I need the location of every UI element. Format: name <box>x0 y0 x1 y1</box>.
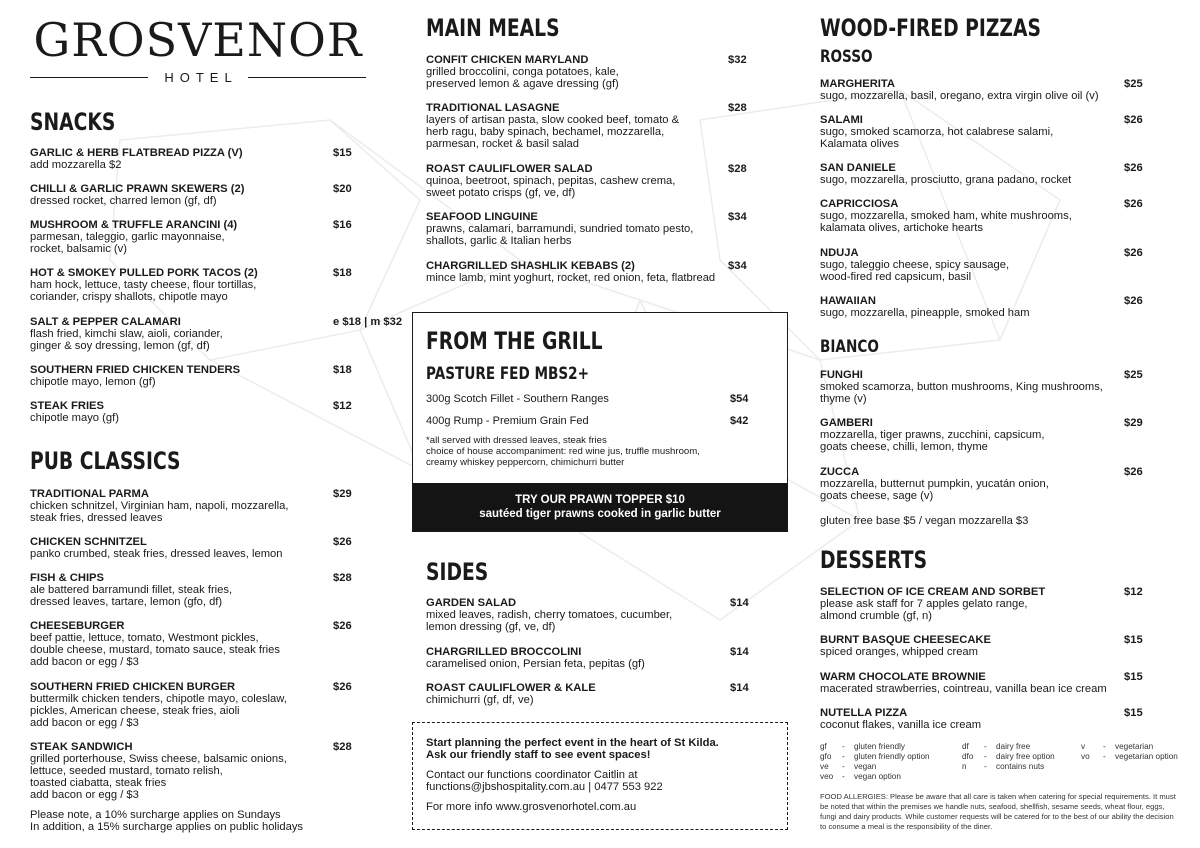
menu-item-price: $26 <box>1124 114 1143 126</box>
menu-item-price: $34 <box>728 211 747 223</box>
banner-subline: sautéed tiger prawns cooked in garlic butter <box>479 508 721 520</box>
allergy-notice: FOOD ALLERGIES: Please be aware that all care is taken when catering for special requirements. It must be noted that within the premises we handle nuts, seafood, shellfish, sesame seeds, wheat flour, eggs, fungi and dairy products. While customer requests will be catered for to the best of our ability the decision to consume a meal is the responsibility of the diner. <box>820 792 1176 831</box>
surcharge-note: Please note, a 10% surcharge applies on Sundays In addition, a 15% surcharge applies on public holidays <box>30 809 304 833</box>
menu-item-description: prawns, calamari, barramundi, sundried tomato pesto, shallots, garlic & Italian herbs <box>426 223 694 247</box>
menu-item-price: $16 <box>333 219 352 231</box>
legend-label: vegan option <box>854 772 901 781</box>
grill-item-price: $42 <box>730 415 749 427</box>
menu-item-name: ZUCCA <box>820 466 860 478</box>
menu-item <box>426 260 788 284</box>
menu-item-name: BURNT BASQUE CHEESECAKE <box>820 634 991 646</box>
menu-item-price: e $18 | m $32 <box>333 316 403 328</box>
menu-item <box>820 198 1190 234</box>
menu-item <box>426 597 788 633</box>
menu-item <box>30 741 410 801</box>
menu-item-price: $14 <box>730 597 749 609</box>
menu-item <box>426 211 788 247</box>
menu-item-description: quinoa, beetroot, spinach, pepitas, cashew crema, sweet potato crisps (gf, ve, df) <box>426 175 676 199</box>
grill-note: *all served with dressed leaves, steak fries choice of house accompaniment: red wine jus, truffle mushroom, creamy whiskey peppercorn, chimichurri butter <box>426 435 700 468</box>
legend-entry <box>962 752 1055 762</box>
legend-entry <box>820 752 930 762</box>
menu-item-description: sugo, mozzarella, prosciutto, grana padano, rocket <box>820 174 1072 186</box>
section-title-main-meals: MAIN MEALS <box>426 14 560 42</box>
legend-entry <box>1081 752 1178 762</box>
menu-item-description: grilled broccolini, conga potatoes, kale, preserved lemon & agave dressing (gf) <box>426 66 619 90</box>
legend-label: dairy free <box>996 742 1031 751</box>
menu-item <box>426 54 788 90</box>
legend-entry <box>962 742 1030 752</box>
legend-code: n <box>962 762 967 771</box>
menu-item <box>30 219 410 255</box>
menu-item-price: $26 <box>333 620 352 632</box>
legend-separator: - <box>842 762 845 771</box>
menu-item-description: mozzarella, tiger prawns, zucchini, capsicum, goats cheese, chilli, lemon, thyme <box>820 429 1045 453</box>
menu-item-price: $12 <box>1124 586 1143 598</box>
menu-item-description: chicken schnitzel, Virginian ham, napoli, mozzarella, steak fries, dressed leaves <box>30 500 289 524</box>
menu-item-price: $29 <box>333 488 352 500</box>
menu-item <box>30 536 410 560</box>
menu-item-price: $26 <box>1124 198 1143 210</box>
menu-item-name: HAWAIIAN <box>820 295 876 307</box>
menu-item-name: NUTELLA PIZZA <box>820 707 908 719</box>
menu-item-name: GAMBERI <box>820 417 873 429</box>
menu-item-description: macerated strawberries, cointreau, vanilla bean ice cream <box>820 683 1107 695</box>
legend-entry <box>962 762 1044 772</box>
legend-label: gluten friendly <box>854 742 905 751</box>
legend-label: vegan <box>854 762 877 771</box>
event-box <box>412 722 788 830</box>
menu-item <box>820 78 1190 102</box>
grill-item-name: 300g Scotch Fillet - Southern Ranges <box>426 393 609 405</box>
legend-label: dairy free option <box>996 752 1055 761</box>
menu-item-description: sugo, mozzarella, smoked ham, white mushrooms, kalamata olives, artichoke hearts <box>820 210 1072 234</box>
menu-item-name: MUSHROOM & TRUFFLE ARANCINI (4) <box>30 219 238 231</box>
menu-item-name: CHICKEN SCHNITZEL <box>30 536 147 548</box>
event-contact: Contact our functions coordinator Caitlin at functions@jbshospitality.com.au | 0477 553 922 <box>426 769 663 793</box>
menu-item-price: $26 <box>1124 466 1143 478</box>
legend-separator: - <box>842 772 845 781</box>
menu-item-price: $32 <box>728 54 747 66</box>
menu-item <box>30 183 410 207</box>
menu-item-price: $20 <box>333 183 352 195</box>
legend-code: veo <box>820 772 834 781</box>
menu-item-price: $12 <box>333 400 352 412</box>
menu-item-name: CHARGRILLED SHASHLIK KEBABS (2) <box>426 260 635 272</box>
menu-item-description: chimichurri (gf, df, ve) <box>426 694 534 706</box>
menu-item-description: spiced oranges, whipped cream <box>820 646 978 658</box>
prawn-topper-banner <box>413 483 787 531</box>
menu-item <box>820 295 1190 319</box>
legend-entry <box>820 742 905 752</box>
menu-item-description: chipotle mayo (gf) <box>30 412 119 424</box>
menu-item-name: GARLIC & HERB FLATBREAD PIZZA (V) <box>30 147 243 159</box>
menu-item-price: $28 <box>333 741 352 753</box>
menu-item-name: SEAFOOD LINGUINE <box>426 211 538 223</box>
menu-item-name: NDUJA <box>820 247 859 259</box>
legend-label: vegetarian option <box>1115 752 1178 761</box>
menu-item-description: panko crumbed, steak fries, dressed leaves, lemon <box>30 548 283 560</box>
grill-box <box>412 312 788 532</box>
legend-separator: - <box>1103 752 1106 761</box>
menu-item-description: ale battered barramundi fillet, steak fries, dressed leaves, tartare, lemon (gfo, df) <box>30 584 233 608</box>
menu-item <box>820 466 1190 502</box>
menu-item-name: CHARGRILLED BROCCOLINI <box>426 646 582 658</box>
menu-item <box>426 163 788 199</box>
legend-label: gluten friendly option <box>854 752 930 761</box>
menu-item-name: ROAST CAULIFLOWER SALAD <box>426 163 593 175</box>
menu-item-description: ham hock, lettuce, tasty cheese, flour tortillas, coriander, crispy shallots, chipotle mayo <box>30 279 257 303</box>
menu-item <box>820 162 1190 186</box>
legend-code: vo <box>1081 752 1090 761</box>
legend-code: df <box>962 742 969 751</box>
menu-item-name: CONFIT CHICKEN MARYLAND <box>426 54 589 66</box>
menu-item-description: dressed rocket, charred lemon (gf, df) <box>30 195 217 207</box>
menu-item-price: $34 <box>728 260 747 272</box>
menu-item-description: parmesan, taleggio, garlic mayonnaise, rocket, balsamic (v) <box>30 231 225 255</box>
menu-item <box>30 147 410 171</box>
menu-item <box>30 572 410 608</box>
menu-item-name: HOT & SMOKEY PULLED PORK TACOS (2) <box>30 267 258 279</box>
section-title-desserts: DESSERTS <box>820 546 928 574</box>
menu-item-description: sugo, smoked scamorza, hot calabrese salami, Kalamata olives <box>820 126 1054 150</box>
menu-item-name: SOUTHERN FRIED CHICKEN BURGER <box>30 681 236 693</box>
menu-item-price: $15 <box>1124 634 1143 646</box>
menu-item-name: SALAMI <box>820 114 863 126</box>
divider <box>30 77 148 78</box>
menu-item-price: $25 <box>1124 78 1143 90</box>
menu-item <box>426 102 788 150</box>
menu-item-description: mince lamb, mint yoghurt, rocket, red onion, feta, flatbread <box>426 272 716 284</box>
grill-item <box>426 415 749 427</box>
menu-item-description: sugo, mozzarella, pineapple, smoked ham <box>820 307 1030 319</box>
menu-item-price: $25 <box>1124 369 1143 381</box>
legend-code: dfo <box>962 752 974 761</box>
menu-item <box>820 671 1190 695</box>
menu-item-price: $26 <box>1124 162 1143 174</box>
menu-item-price: $14 <box>730 646 749 658</box>
legend-separator: - <box>842 752 845 761</box>
legend-label: contains nuts <box>996 762 1045 771</box>
menu-item-name: WARM CHOCOLATE BROWNIE <box>820 671 986 683</box>
brand-subtitle-row <box>30 70 366 85</box>
menu-item <box>30 488 410 524</box>
menu-item <box>820 634 1190 658</box>
menu-item-price: $28 <box>728 102 747 114</box>
menu-item <box>30 620 410 668</box>
menu-item-price: $18 <box>333 267 352 279</box>
menu-item-name: SELECTION OF ICE CREAM AND SORBET <box>820 586 1046 598</box>
menu-item <box>30 364 410 388</box>
brand-subtitle: HOTEL <box>164 70 238 85</box>
section-title-pub-classics: PUB CLASSICS <box>30 447 181 475</box>
brand-name: GROSVENOR <box>33 13 363 67</box>
menu-item <box>820 114 1190 150</box>
menu-item-name: STEAK FRIES <box>30 400 104 412</box>
menu-item-name: ROAST CAULIFLOWER & KALE <box>426 682 596 694</box>
legend-separator: - <box>984 752 987 761</box>
menu-item-description: sugo, mozzarella, basil, oregano, extra virgin olive oil (v) <box>820 90 1099 102</box>
grill-item <box>426 393 749 405</box>
menu-item-name: SALT & PEPPER CALAMARI <box>30 316 181 328</box>
menu-item-price: $28 <box>728 163 747 175</box>
menu-item <box>426 646 788 670</box>
divider <box>248 77 366 78</box>
menu-item-name: FISH & CHIPS <box>30 572 104 584</box>
legend-entry <box>820 762 876 772</box>
legend-separator: - <box>984 742 987 751</box>
legend-code: v <box>1081 742 1086 751</box>
menu-item-name: FUNGHI <box>820 369 863 381</box>
menu-item-price: $26 <box>1124 247 1143 259</box>
event-website-link[interactable]: For more info www.grosvenorhotel.com.au <box>426 801 637 813</box>
legend-code: gfo <box>820 752 832 761</box>
menu-item-price: $26 <box>1124 295 1143 307</box>
menu-item <box>820 247 1190 283</box>
menu-item-price: $14 <box>730 682 749 694</box>
menu-item <box>820 369 1190 405</box>
subsection-title-rosso: ROSSO <box>820 47 873 67</box>
menu-item-name: TRADITIONAL LASAGNE <box>426 102 560 114</box>
menu-item-name: MARGHERITA <box>820 78 895 90</box>
brand-logo <box>30 14 366 85</box>
menu-item-price: $15 <box>1124 671 1143 683</box>
menu-item-description: mozzarella, butternut pumpkin, yucatán onion, goats cheese, sage (v) <box>820 478 1049 502</box>
legend-entry <box>1081 742 1153 752</box>
menu-item-description: caramelised onion, Persian feta, pepitas (gf) <box>426 658 645 670</box>
grill-item-name: 400g Rump - Premium Grain Fed <box>426 415 589 427</box>
menu-item-description: beef pattie, lettuce, tomato, Westmont pickles, double cheese, mustard, tomato sauce, steak fries add bacon or egg / $3 <box>30 632 280 668</box>
legend-separator: - <box>1103 742 1106 751</box>
section-title-snacks: SNACKS <box>30 108 116 136</box>
menu-item-price: $15 <box>333 147 352 159</box>
menu-item-price: $15 <box>1124 707 1143 719</box>
menu-item-price: $26 <box>333 536 352 548</box>
menu-item-description: layers of artisan pasta, slow cooked beef, tomato & herb ragu, baby spinach, bechamel, mozzarella, parmesan, rocket & basil salad <box>426 114 680 150</box>
menu-item-name: CHEESEBURGER <box>30 620 125 632</box>
menu-item-name: STEAK SANDWICH <box>30 741 133 753</box>
menu-item-description: mixed leaves, radish, cherry tomatoes, cucumber, lemon dressing (gf, ve, df) <box>426 609 673 633</box>
menu-item-name: SOUTHERN FRIED CHICKEN TENDERS <box>30 364 241 376</box>
legend-label: vegetarian <box>1115 742 1154 751</box>
menu-item-price: $18 <box>333 364 352 376</box>
menu-item-description: flash fried, kimchi slaw, aioli, coriander, ginger & soy dressing, lemon (gf, df) <box>30 328 223 352</box>
menu-item-description: please ask staff for 7 apples gelato range, almond crumble (gf, n) <box>820 598 1028 622</box>
menu-item-price: $29 <box>1124 417 1143 429</box>
grill-item-price: $54 <box>730 393 749 405</box>
legend-entry <box>820 772 901 782</box>
menu-item-name: GARDEN SALAD <box>426 597 517 609</box>
pizza-note: gluten free base $5 / vegan mozzarella $3 <box>820 515 1029 527</box>
section-title-grill: FROM THE GRILL <box>426 327 603 355</box>
menu-item-price: $28 <box>333 572 352 584</box>
menu-item-name: TRADITIONAL PARMA <box>30 488 149 500</box>
menu-item-description: smoked scamorza, button mushrooms, King mushrooms, thyme (v) <box>820 381 1103 405</box>
menu-item <box>30 316 410 352</box>
menu-item <box>426 682 788 706</box>
menu-item-name: CHILLI & GARLIC PRAWN SKEWERS (2) <box>30 183 245 195</box>
legend-separator: - <box>842 742 845 751</box>
legend-separator: - <box>984 762 987 771</box>
menu-item <box>30 400 410 424</box>
menu-item <box>820 586 1190 622</box>
legend-code: gf <box>820 742 827 751</box>
event-headline: Start planning the perfect event in the heart of St Kilda. Ask our friendly staff to see event spaces! <box>426 737 719 761</box>
menu-item-price: $26 <box>333 681 352 693</box>
menu-item-name: CAPRICCIOSA <box>820 198 899 210</box>
menu-item-description: grilled porterhouse, Swiss cheese, balsamic onions, lettuce, seeded mustard, tomato relish, toasted ciabatta, steak fries add bacon or egg / $3 <box>30 753 287 801</box>
menu-item-description: buttermilk chicken tenders, chipotle mayo, coleslaw, pickles, American cheese, steak fries, aioli add bacon or egg / $3 <box>30 693 287 729</box>
section-title-pizzas: WOOD-FIRED PIZZAS <box>820 14 1041 42</box>
menu-item <box>30 681 410 729</box>
menu-item-description: chipotle mayo, lemon (gf) <box>30 376 156 388</box>
menu-item-description: add mozzarella $2 <box>30 159 122 171</box>
menu-item <box>820 707 1190 731</box>
menu-item-name: SAN DANIELE <box>820 162 896 174</box>
subsection-title-bianco: BIANCO <box>820 337 879 357</box>
menu-item-description: coconut flakes, vanilla ice cream <box>820 719 982 731</box>
menu-item-description: sugo, taleggio cheese, spicy sausage, wood-fired red capsicum, basil <box>820 259 1010 283</box>
section-title-sides: SIDES <box>426 558 489 586</box>
menu-item <box>820 417 1190 453</box>
legend-code: ve <box>820 762 829 771</box>
menu-item <box>30 267 410 303</box>
banner-headline: TRY OUR PRAWN TOPPER $10 <box>515 494 685 506</box>
grill-subtitle: PASTURE FED MBS2+ <box>426 364 590 384</box>
